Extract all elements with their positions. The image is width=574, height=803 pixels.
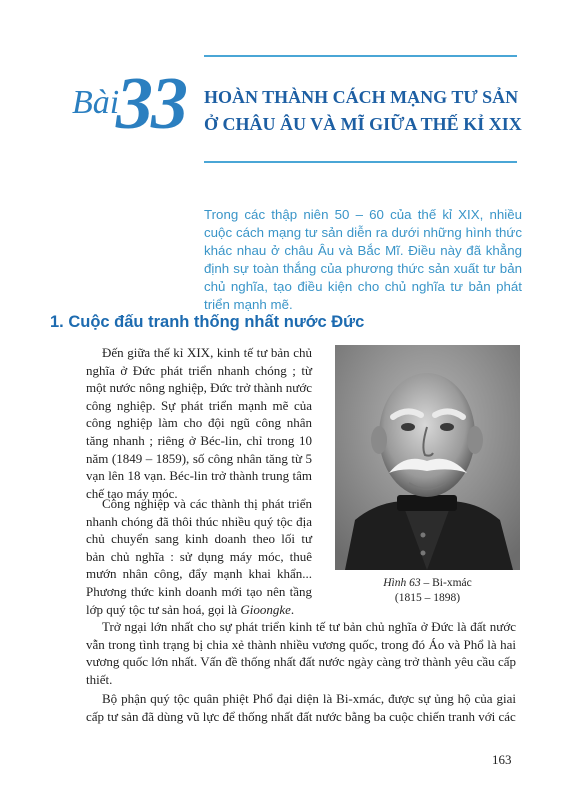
paragraph-2-term: Gioongke [240, 601, 291, 617]
lesson-title-line-2: Ở CHÂU ÂU VÀ MĨ GIỮA THẾ KỈ XIX [204, 114, 522, 134]
figure-years: (1815 – 1898) [394, 592, 461, 604]
portrait-photo [335, 345, 520, 570]
figure-label: Hình 63 [383, 577, 421, 589]
lesson-word: Bài [72, 84, 120, 121]
portrait-illustration [335, 345, 520, 570]
header-top-rule [204, 55, 517, 57]
figure-caption [335, 576, 520, 606]
lesson-title-line-1: HOÀN THÀNH CÁCH MẠNG TƯ SẢN [204, 87, 519, 107]
header-bottom-rule [204, 161, 517, 163]
lesson-number: 33 [116, 63, 186, 145]
paragraph-2 [86, 495, 312, 618]
page-number: 163 [492, 752, 512, 767]
figure-name: – Bi-xmác [420, 577, 472, 589]
paragraph-1: Đến giữa thế kỉ XIX, kinh tế tư bản chủ nghĩa ở Đức phát triển nhanh chóng ; từ một nước nông nghiệp, Đức trở thành nước công nghiệp. Sự phát triển mạnh mẽ của công nghiệp làm cho đội ngũ công nhân tăng nhanh ; riêng ở Béc-lin, chỉ trong 10 năm (1849 – 1859), số công nhân tăng từ 5 vạn lên 18 vạn. Béc-lin trở thành trung tâm chế tạo máy móc. [86, 345, 312, 501]
paragraph-2-text: Công nghiệp và các thành thị phát triển nhanh chóng đã thôi thúc nhiều quý tộc địa chủ chuyển sang kinh doanh theo lối tư bản chủ nghĩa : sử dụng máy móc, thuê mướn nhân công, đẩy mạnh khai khẩn... Phương thức kinh doanh mới tạo nên tầng lớp quý tộc tư sản hoá, gọi là [86, 496, 312, 617]
figure-caption-line-1 [335, 576, 520, 591]
section-heading: 1. Cuộc đấu tranh thống nhất nước Đức [50, 313, 365, 331]
paragraph-2-end: . [290, 601, 295, 617]
paragraph-3: Trở ngại lớn nhất cho sự phát triển kinh tế tư bản chủ nghĩa ở Đức là đất nước vẫn trong tình trạng bị chia xẻ thành nhiều vương quốc, trong đó Áo và Phổ là hai vương quốc lớn nhất. Vấn đề thống nhất đất nước ngày càng trở thành yêu cầu cấp thiết. [86, 619, 516, 687]
lesson-title [204, 84, 534, 138]
paragraph-4: Bộ phận quý tộc quân phiệt Phổ đại diện là Bi-xmác, được sự ủng hộ của giai cấp tư sản đã dùng vũ lực để thống nhất đất nước bằng ba cuộc chiến tranh với các [86, 691, 516, 724]
lesson-intro: Trong các thập niên 50 – 60 của thế kỉ XIX, nhiều cuộc cách mạng tư sản diễn ra dưới những hình thức khác nhau ở châu Âu và Bắc Mĩ. Điều này đã khẳng định sự toàn thắng của phương thức sản xuất tư bản chủ nghĩa, tạo điều kiện cho chủ nghĩa tư bản phát triển mạnh mẽ. [204, 207, 522, 312]
